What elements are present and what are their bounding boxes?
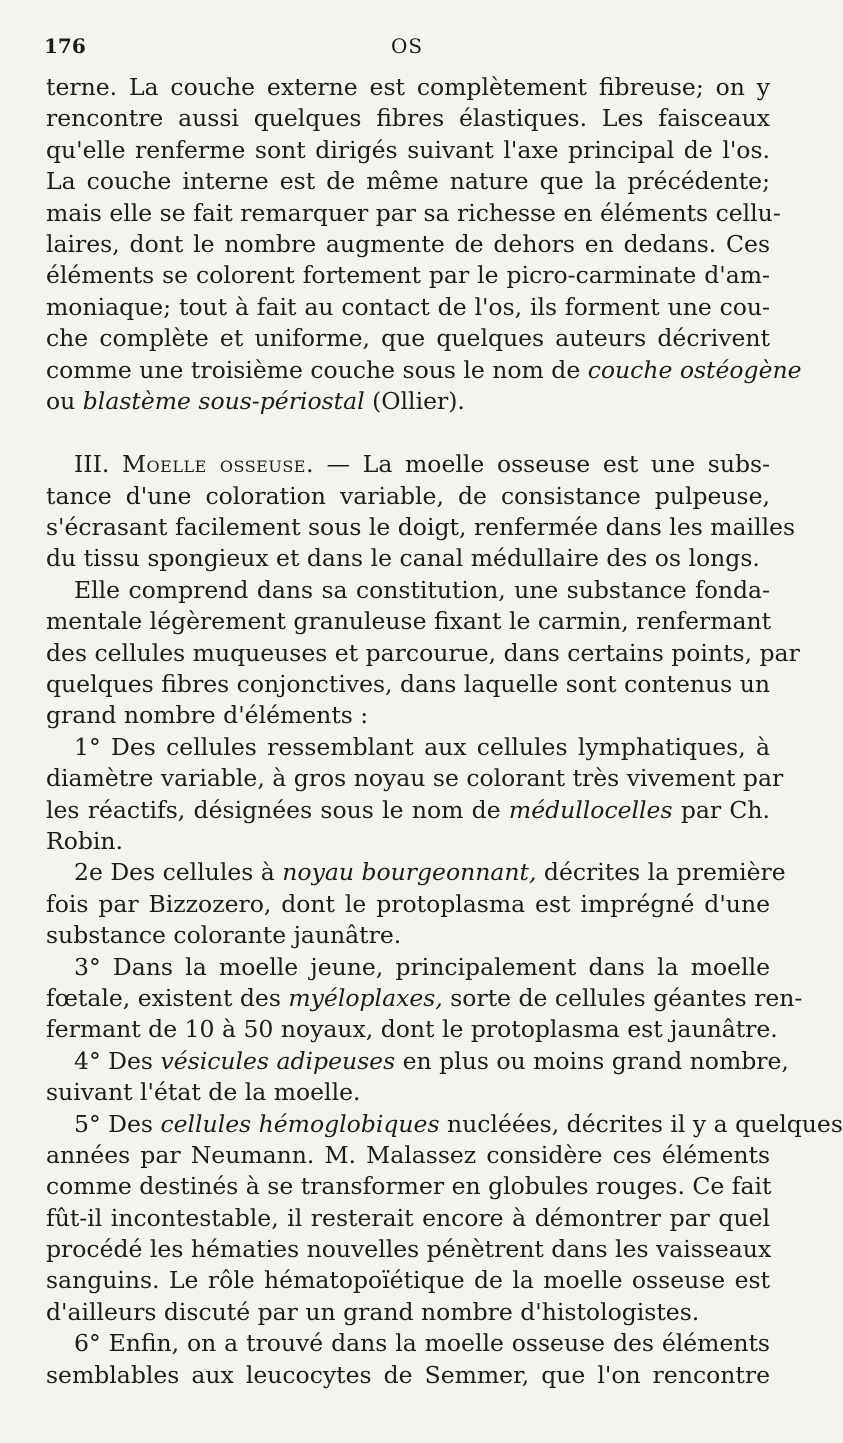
text-line: s'écrasant facilement sous le doigt, renfermée dans les mailles (46, 513, 796, 542)
text-line: mentale légèrement granuleuse fixant le carmin, renfermant (46, 607, 772, 636)
text-line: sanguins. Le rôle hématopoïétique de la moelle osseuse est (46, 1266, 770, 1295)
text-line: quelques fibres conjonctives, dans laquelle sont contenus un (46, 670, 770, 699)
page-header (44, 34, 770, 60)
text-line: fût-il incontestable, il resterait encore à démontrer par quel (46, 1203, 770, 1232)
text-line: tance d'une coloration variable, de consistance pulpeuse, (46, 481, 770, 510)
running-title: OS (390, 34, 424, 58)
list-item-5: 5° Des cellules hémoglobiques nucléées, décrites il y a quelques (74, 1109, 843, 1138)
text-line: che complète et uniforme, que quelques auteurs décrivent (46, 324, 770, 353)
text-line: éléments se colorent fortement par le picro-carminate d'am- (46, 261, 770, 290)
text-line: substance colorante jaunâtre. (46, 921, 402, 950)
text-line: qu'elle renferme sont dirigés suivant l'axe principal de l'os. (46, 135, 770, 164)
list-item-4: 4° Des vésicules adipeuses en plus ou moins grand nombre, (74, 1046, 789, 1075)
text-line: mais elle se fait remarquer par sa richesse en éléments cellu- (46, 198, 781, 227)
text-line: rencontre aussi quelques fibres élastiques. Les faisceaux (46, 104, 770, 133)
section-heading: Moelle osseuse. (121, 450, 314, 479)
page-number: 176 (44, 34, 86, 58)
list-item-3: 3° Dans la moelle jeune, principalement dans la moelle (74, 952, 770, 981)
text-line: années par Neumann. M. Malassez considère ces éléments (46, 1140, 770, 1169)
text-line: Elle comprend dans sa constitution, une substance fonda- (74, 575, 770, 604)
text-line: comme une troisième couche sous le nom de couche ostéogène (46, 355, 802, 384)
text-line: des cellules muqueuses et parcourue, dans certains points, par (46, 638, 800, 667)
text-line: La couche interne est de même nature que la précédente; (46, 167, 770, 196)
list-item-6: 6° Enfin, on a trouvé dans la moelle osseuse des éléments (74, 1329, 770, 1358)
section-heading-line: III. Moelle osseuse. — La moelle osseuse est une subs- (74, 450, 770, 479)
text-line: grand nombre d'éléments : (46, 701, 369, 730)
list-item-1: 1° Des cellules ressemblant aux cellules lymphatiques, à (74, 732, 770, 761)
body-text (46, 72, 843, 1391)
text-line: fermant de 10 à 50 noyaux, dont le protoplasma est jaunâtre. (46, 1015, 778, 1044)
text-line: procédé les hématies nouvelles pénètrent dans les vaisseaux (46, 1235, 772, 1264)
list-item-2: 2e Des cellules à noyau bourgeonnant, décrites la première (74, 858, 786, 887)
text-line: terne. La couche externe est complètement fibreuse; on y (46, 73, 770, 101)
text-line: semblables aux leucocytes de Semmer, que l'on rencontre (46, 1360, 770, 1389)
section-gap (46, 417, 770, 449)
text-line: moniaque; tout à fait au contact de l'os, ils forment une cou- (46, 292, 770, 321)
text-line: suivant l'état de la moelle. (46, 1078, 361, 1107)
text-line: fœtale, existent des myéloplaxes, sorte de cellules géantes ren- (46, 983, 803, 1012)
text-line: ou blastème sous-périostal (Ollier). (46, 386, 465, 415)
text-line: les réactifs, désignées sous le nom de médullocelles par Ch. (46, 795, 770, 824)
text-line: comme destinés à se transformer en globules rouges. Ce fait (46, 1172, 772, 1201)
text-line: fois par Bizzozero, dont le protoplasma est imprégné d'une (46, 889, 770, 918)
text-line: du tissu spongieux et dans le canal médullaire des os longs. (46, 544, 760, 573)
text-line: d'ailleurs discuté par un grand nombre d'histologistes. (46, 1297, 700, 1326)
text-line: Robin. (46, 826, 124, 855)
text-line: diamètre variable, à gros noyau se colorant très vivement par (46, 764, 784, 793)
text-line: laires, dont le nombre augmente de dehors en dedans. Ces (46, 229, 770, 258)
